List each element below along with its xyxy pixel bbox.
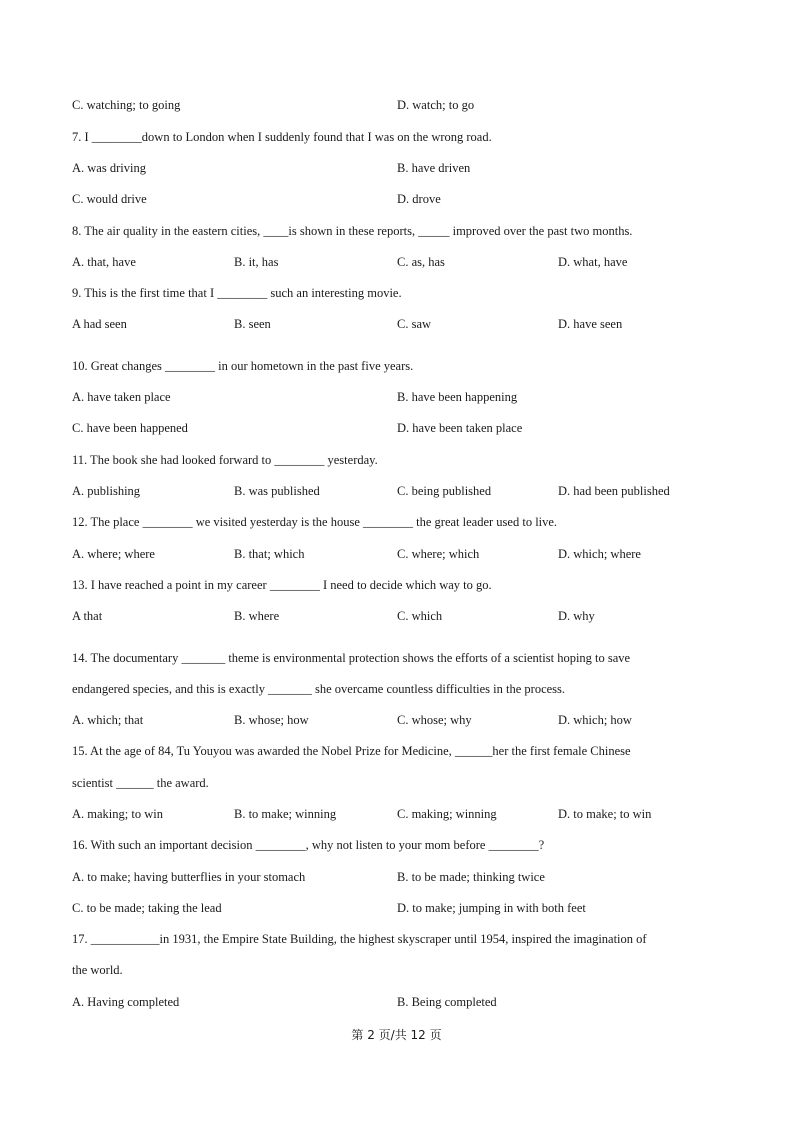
option-c: C. watching; to going xyxy=(72,98,181,112)
question-14-stem-line1: 14. The documentary _______ theme is environmental protection shows the efforts of a scientist hoping to save xyxy=(72,651,631,665)
question-15-stem-line2: scientist ______ the award. xyxy=(72,776,209,790)
option-b: B. to make; winning xyxy=(234,807,337,821)
option-c: C. as, has xyxy=(397,255,445,269)
option-c: C. to be made; taking the lead xyxy=(72,901,222,915)
option-c: C. saw xyxy=(397,317,432,331)
option-d: D. which; where xyxy=(558,547,641,561)
question-9-stem: 9. This is the first time that I ________ such an interesting movie. xyxy=(72,286,402,300)
option-b: B. whose; how xyxy=(234,713,309,727)
option-a: A. which; that xyxy=(72,713,144,727)
option-b: B. have driven xyxy=(397,161,471,175)
option-d: D. drove xyxy=(397,192,441,206)
option-d: D. had been published xyxy=(558,484,670,498)
question-17-stem-line2: the world. xyxy=(72,963,123,977)
option-b: B. seen xyxy=(234,317,271,331)
question-11-stem: 11. The book she had looked forward to ________ yesterday. xyxy=(72,453,378,467)
option-a: A. Having completed xyxy=(72,995,180,1009)
question-12-stem: 12. The place ________ we visited yesterday is the house ________ the great leader used to live. xyxy=(72,515,558,529)
option-d: D. watch; to go xyxy=(397,98,475,112)
question-13-stem: 13. I have reached a point in my career ________ I need to decide which way to go. xyxy=(72,578,492,592)
option-c: C. have been happened xyxy=(72,421,188,435)
question-10-stem: 10. Great changes ________ in our hometown in the past five years. xyxy=(72,359,414,373)
option-b: B. was published xyxy=(234,484,320,498)
option-b: B. Being completed xyxy=(397,995,497,1009)
option-a: A. where; where xyxy=(72,547,155,561)
question-17-stem-line1: 17. ___________in 1931, the Empire State Building, the highest skyscraper until 1954, inspired the imagination of xyxy=(72,932,647,946)
option-b: B. it, has xyxy=(234,255,279,269)
option-a: A. to make; having butterflies in your stomach xyxy=(72,870,306,884)
option-d: D. what, have xyxy=(558,255,628,269)
question-15-stem-line1: 15. At the age of 84, Tu Youyou was awarded the Nobel Prize for Medicine, ______her the first female Chinese xyxy=(72,744,631,758)
option-d: D. have been taken place xyxy=(397,421,523,435)
option-c: C. making; winning xyxy=(397,807,497,821)
option-a: A. making; to win xyxy=(72,807,163,821)
option-c: C. being published xyxy=(397,484,492,498)
question-16-stem: 16. With such an important decision ________, why not listen to your mom before ________? xyxy=(72,838,545,852)
option-a: A. publishing xyxy=(72,484,141,498)
option-d: D. why xyxy=(558,609,595,623)
option-c: C. where; which xyxy=(397,547,480,561)
option-a: A that xyxy=(72,609,103,623)
option-a: A. have taken place xyxy=(72,390,171,404)
option-b: B. to be made; thinking twice xyxy=(397,870,545,884)
option-a: A. that, have xyxy=(72,255,136,269)
option-b: B. where xyxy=(234,609,280,623)
option-c: C. would drive xyxy=(72,192,147,206)
page-number-footer: 第 2 页/共 12 页 xyxy=(351,1028,442,1042)
option-a: A. was driving xyxy=(72,161,146,175)
option-b: B. that; which xyxy=(234,547,305,561)
question-7-stem: 7. I ________down to London when I suddenly found that I was on the wrong road. xyxy=(72,130,492,144)
question-8-stem: 8. The air quality in the eastern cities, ____is shown in these reports, _____ improved over the past two months. xyxy=(72,224,633,238)
option-c: C. which xyxy=(397,609,443,623)
option-a: A had seen xyxy=(72,317,127,331)
option-d: D. to make; to win xyxy=(558,807,652,821)
option-b: B. have been happening xyxy=(397,390,518,404)
option-d: D. have seen xyxy=(558,317,623,331)
option-d: D. which; how xyxy=(558,713,632,727)
option-c: C. whose; why xyxy=(397,713,472,727)
option-d: D. to make; jumping in with both feet xyxy=(397,901,586,915)
question-14-stem-line2: endangered species, and this is exactly _______ she overcame countless difficulties in the process. xyxy=(72,682,566,696)
